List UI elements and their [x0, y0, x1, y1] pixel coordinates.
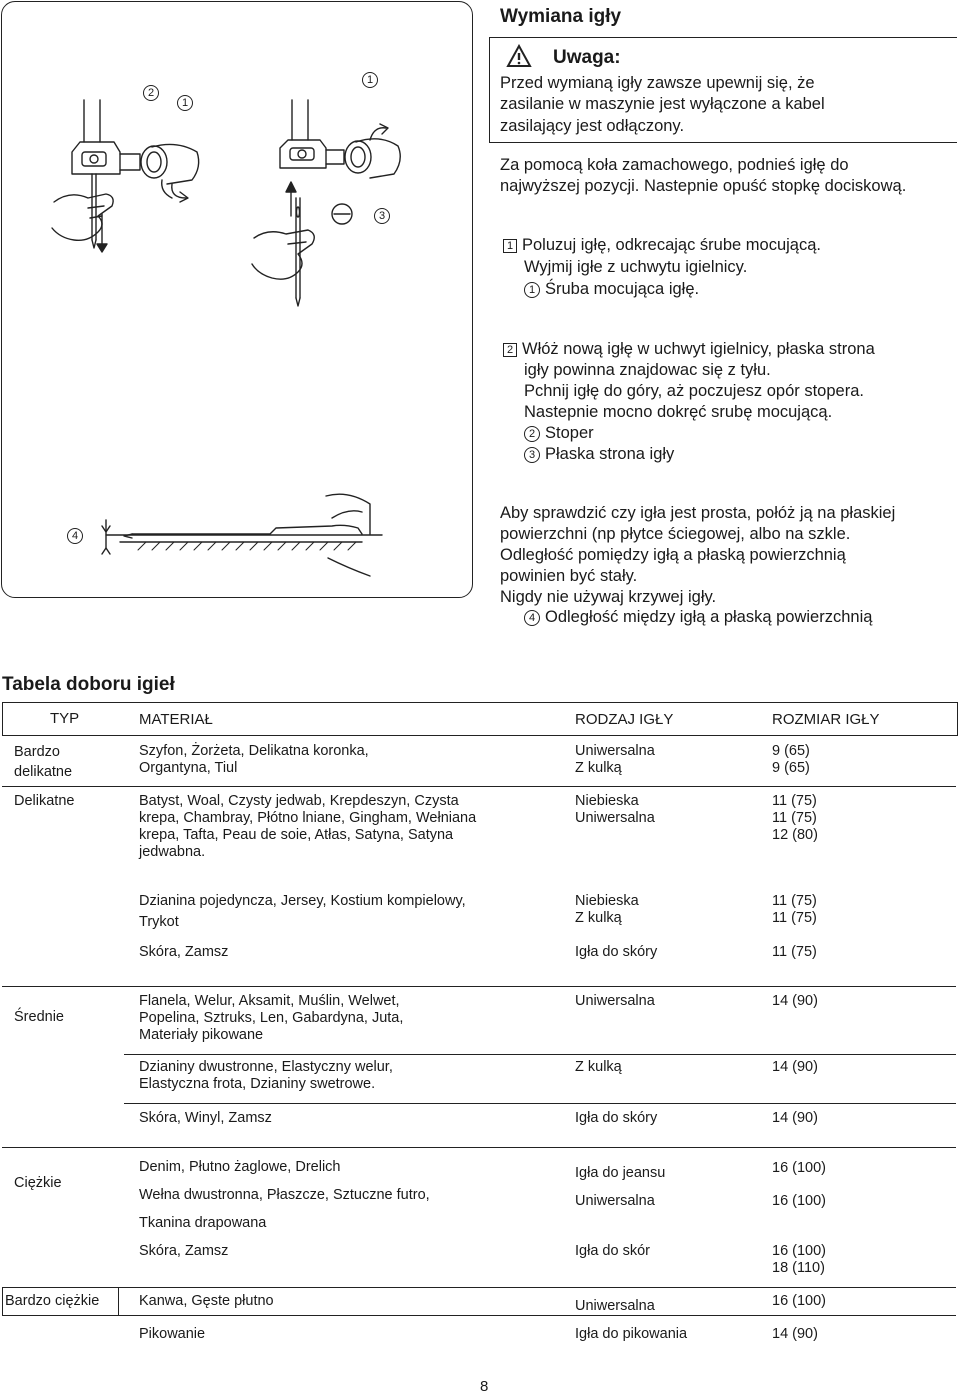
row-8-type: Ciężkie	[14, 1175, 62, 1191]
step2-callout-text-2: Płaska strona igły	[545, 445, 675, 463]
row-11-material: Skóra, Zamsz	[139, 1243, 229, 1259]
header-needle-size: ROZMIAR IGŁY	[772, 711, 880, 728]
row-13-needle: Igła do pikowania	[575, 1326, 688, 1342]
row-7-needle: Igła do skóry	[575, 1110, 658, 1126]
step1-callout-text: Śruba mocująca igłę.	[545, 280, 700, 298]
straight-line-3: Odległość pomiędzy igłą a płaską powierzchnią	[500, 546, 846, 564]
step2-line-2: igły powinna znajdowac się z tyłu.	[524, 361, 771, 379]
section-heading: Wymiana igły	[500, 6, 622, 27]
step2-callout-stopper	[524, 423, 594, 443]
intro-line-1: Za pomocą koła zamachowego, podnieś igłę do	[500, 156, 849, 174]
figure-label-distance: 4	[67, 528, 83, 544]
straight-line-4: powinien być stały.	[500, 567, 638, 585]
step2-number: 2	[503, 343, 517, 357]
row-1-material: Batyst, Woal, Czysty jedwab, Krepdeszyn, Czysta krepa, Chambray, Płótno lniane, Gingham, Wełniana krepa, Tafta, Peau de soie, Atłas, Satyna, Satyna jedwabna.	[139, 793, 477, 860]
table-header-left-border	[2, 702, 3, 736]
step1-text-1: Poluzuj igłę, odkrecając śrube mocującą.	[522, 236, 821, 254]
row-5-size: 14 (90)	[772, 993, 818, 1009]
step2-callout-flat-side	[524, 444, 674, 464]
row-0-material: Szyfon, Żorżeta, Delikatna koronka, Organtyna, Tiul	[139, 743, 369, 776]
table-header-right-border	[957, 702, 958, 736]
warning-icon	[506, 44, 532, 68]
table-header-border	[2, 735, 958, 736]
step2-line-4: Nastepnie mocno dokręć srubę mocującą.	[524, 403, 833, 421]
row-11-size: 16 (100) 18 (110)	[772, 1243, 827, 1276]
figure-label-screw-left: 1	[177, 95, 193, 111]
row-4-size: 11 (75)	[772, 944, 817, 960]
row-1-size: 11 (75) 11 (75) 12 (80)	[772, 793, 818, 843]
step2-callout-number-2: 3	[524, 447, 540, 463]
row-divider-3	[2, 1147, 956, 1148]
row-7-material: Skóra, Winyl, Zamsz	[139, 1110, 272, 1126]
needle-change-illustration	[2, 2, 474, 599]
row-13-size: 14 (90)	[772, 1326, 818, 1342]
row-12-type: Bardzo ciężkie	[5, 1293, 100, 1309]
row-11-needle: Igła do skór	[575, 1243, 650, 1259]
row-1-needle: Niebieska Uniwersalna	[575, 793, 655, 826]
step1-line-2: Wyjmij igłe z uchwytu igielnicy.	[524, 258, 748, 276]
row-6-size: 14 (90)	[772, 1059, 818, 1075]
warning-line-1: Przed wymianą igły zawsze upewnij się, że	[500, 74, 815, 92]
step2-line-3: Pchnij igłę do góry, aż poczujesz opór stopera.	[524, 382, 864, 400]
straight-line-5: Nigdy nie używaj krzywej igły.	[500, 588, 717, 606]
step2-text-1: Włóż nową igłę w uchwyt igielnicy, płaska strona	[522, 340, 875, 358]
straight-line-2: powierzchni (np płytce ściegowej, albo na szkle.	[500, 525, 851, 543]
row-13-material: Pikowanie	[139, 1326, 206, 1342]
header-needle-type: RODZAJ IGŁY	[575, 711, 674, 728]
row-0-type: Bardzo delikatne	[14, 744, 73, 780]
straight-line-1: Aby sprawdzić czy igła jest prosta, połóż ją na płaskiej	[500, 504, 896, 522]
row-divider-1	[2, 786, 956, 787]
step1-number: 1	[503, 239, 517, 253]
warning-line-2: zasilanie w maszynie jest wyłączone a kabel	[500, 95, 825, 113]
row-7-size: 14 (90)	[772, 1110, 818, 1126]
row-0-needle: Uniwersalna Z kulką	[575, 743, 655, 776]
row-3-material: Trykot	[139, 914, 179, 930]
row-0-size: 9 (65) 9 (65)	[772, 743, 810, 776]
row-1-type: Delikatne	[14, 793, 75, 809]
step2-callout-number-1: 2	[524, 426, 540, 442]
table-title: Tabela doboru igieł	[2, 674, 175, 695]
row-5-type: Średnie	[14, 1009, 64, 1025]
row-type-border	[118, 1287, 119, 1316]
row-6-material: Dzianiny dwustronne, Elastyczny welur, Elastyczna frota, Dzianiny swetrowe.	[139, 1059, 393, 1092]
row-6-needle: Z kulką	[575, 1059, 622, 1075]
step1-callout	[524, 279, 699, 299]
row-10-material: Tkanina drapowana	[139, 1215, 267, 1231]
page-number: 8	[480, 1378, 489, 1395]
row-9-size: 16 (100)	[772, 1193, 827, 1209]
row-divider-sub-1	[124, 1054, 956, 1055]
illustration-frame	[1, 1, 473, 598]
row-8-material: Denim, Płutno żaglowe, Drelich	[139, 1159, 341, 1175]
header-material: MATERIAŁ	[139, 711, 213, 728]
row-2-needle: Niebieska Z kulką	[575, 893, 639, 926]
step2-line-1	[503, 339, 875, 359]
row-left-border	[2, 1287, 3, 1316]
figure-label-screw-right: 1	[362, 72, 378, 88]
table-top-border	[2, 702, 958, 703]
row-12-material: Kanwa, Gęste płutno	[139, 1293, 274, 1309]
row-divider-5	[2, 1315, 956, 1316]
row-divider-sub-2	[124, 1103, 956, 1104]
step1-line-1	[503, 235, 821, 255]
row-5-needle: Uniwersalna	[575, 993, 655, 1009]
row-4-material: Skóra, Zamsz	[139, 944, 229, 960]
row-8-needle: Igła do jeansu	[575, 1165, 666, 1181]
row-12-needle: Uniwersalna	[575, 1298, 655, 1314]
straight-callout-number: 4	[524, 610, 540, 626]
figure-label-flat-side: 3	[374, 208, 390, 224]
row-divider-4	[2, 1287, 956, 1288]
straight-callout-text: Odległość między igłą a płaską powierzchnią	[545, 608, 873, 626]
warning-line-3: zasilający jest odłączony.	[500, 117, 685, 135]
intro-line-2: najwyższej pozycji. Nastepnie opuść stopkę dociskową.	[500, 177, 907, 195]
row-9-material: Wełna dwustronna, Płaszcze, Sztuczne futro,	[139, 1187, 430, 1203]
step2-callout-text-1: Stoper	[545, 424, 594, 442]
step1-callout-number: 1	[524, 282, 540, 298]
straight-callout	[524, 607, 872, 627]
header-type: TYP	[50, 710, 80, 727]
row-12-size: 16 (100)	[772, 1293, 827, 1309]
row-divider-2	[2, 986, 956, 987]
row-4-needle: Igła do skóry	[575, 944, 658, 960]
warning-title: Uwaga:	[553, 47, 621, 68]
row-9-needle: Uniwersalna	[575, 1193, 655, 1209]
row-5-material: Flanela, Welur, Aksamit, Muślin, Welwet, Popelina, Sztruks, Len, Gabardyna, Juta, Materiały pikowane	[139, 993, 404, 1043]
row-2-size: 11 (75) 11 (75)	[772, 893, 817, 926]
figure-label-stopper: 2	[143, 85, 159, 101]
row-8-size: 16 (100)	[772, 1160, 827, 1176]
row-2-material: Dzianina pojedyncza, Jersey, Kostium kompielowy,	[139, 893, 466, 909]
